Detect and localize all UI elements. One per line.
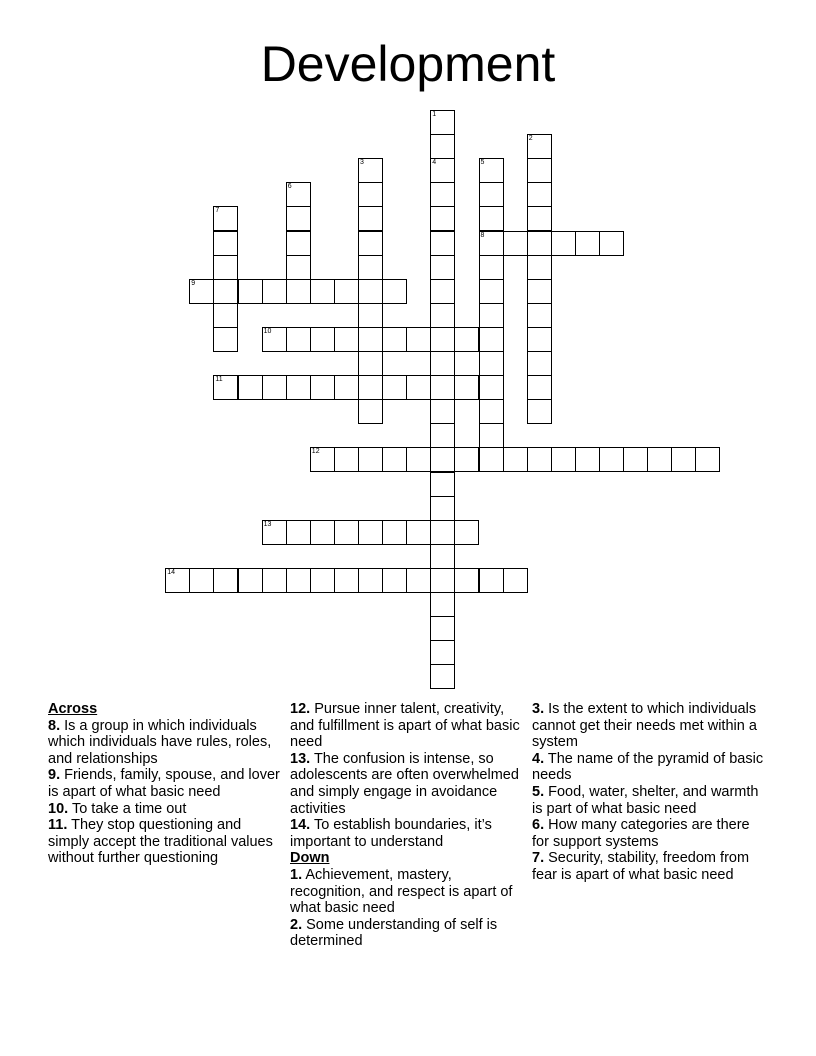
grid-cell[interactable] bbox=[358, 447, 383, 472]
clue-text: Some understanding of self is determined bbox=[290, 916, 498, 950]
cell-number: 13 bbox=[263, 520, 272, 528]
grid-cell[interactable] bbox=[430, 447, 455, 472]
grid-cell[interactable] bbox=[189, 279, 214, 304]
grid-cell[interactable] bbox=[358, 279, 383, 304]
cell-number: 8 bbox=[480, 231, 485, 239]
clue-number: 3. bbox=[532, 701, 545, 717]
grid-cell[interactable] bbox=[430, 399, 455, 424]
grid-cell[interactable] bbox=[479, 568, 504, 593]
clue-text: Achievement, mastery, recognition, and respect is apart of what basic need bbox=[290, 866, 513, 917]
clue-text: The name of the pyramid of basic needs bbox=[532, 750, 764, 784]
grid-cell[interactable] bbox=[647, 447, 672, 472]
grid-cell[interactable] bbox=[213, 279, 238, 304]
grid-cell[interactable] bbox=[430, 327, 455, 352]
grid-cell[interactable] bbox=[358, 399, 383, 424]
clue-number: 6. bbox=[532, 817, 545, 834]
grid-cell[interactable] bbox=[358, 206, 383, 231]
across-clue-10 bbox=[48, 801, 280, 818]
grid-cell[interactable] bbox=[430, 351, 455, 376]
cell-number: 11 bbox=[215, 376, 223, 384]
grid-cell[interactable] bbox=[334, 375, 359, 400]
grid-cell[interactable] bbox=[238, 568, 263, 593]
grid-cell[interactable] bbox=[358, 351, 383, 376]
grid-cell[interactable] bbox=[430, 520, 455, 545]
grid-cell[interactable] bbox=[262, 568, 287, 593]
grid-cell[interactable] bbox=[623, 447, 648, 472]
cell-number: 12 bbox=[311, 448, 320, 456]
cell-number: 7 bbox=[215, 207, 220, 215]
grid-cell[interactable] bbox=[334, 279, 359, 304]
grid-cell[interactable] bbox=[430, 472, 455, 497]
clue-number: 13. bbox=[290, 750, 311, 767]
grid-cell[interactable] bbox=[262, 279, 287, 304]
grid-cell[interactable] bbox=[262, 327, 287, 352]
clue-text: To establish boundaries, it’s important to understand bbox=[290, 817, 492, 850]
down-clue-3 bbox=[532, 701, 764, 751]
grid-cell[interactable] bbox=[310, 520, 335, 545]
clues-column-3 bbox=[532, 701, 764, 884]
grid-cell[interactable] bbox=[310, 327, 335, 352]
grid-cell[interactable] bbox=[213, 206, 238, 231]
grid-cell[interactable] bbox=[430, 158, 455, 183]
clue-text: Security, stability, freedom from fear is apart of what basic need bbox=[532, 850, 750, 883]
grid-cell[interactable] bbox=[575, 231, 600, 256]
grid-cell[interactable] bbox=[406, 568, 431, 593]
grid-cell[interactable] bbox=[430, 255, 455, 280]
grid-cell[interactable] bbox=[334, 520, 359, 545]
grid-cell[interactable] bbox=[358, 231, 383, 256]
clue-text: The confusion is intense, so adolescents are often overwhelmed and simply engage in avoidance activities bbox=[290, 750, 519, 817]
clue-number: 5. bbox=[532, 783, 545, 800]
grid-cell[interactable] bbox=[479, 303, 504, 328]
grid-cell[interactable] bbox=[575, 447, 600, 472]
cell-number: 3 bbox=[360, 159, 364, 167]
grid-cell[interactable] bbox=[479, 375, 504, 400]
grid-cell[interactable] bbox=[527, 182, 552, 207]
grid-cell[interactable] bbox=[286, 375, 311, 400]
across-clue-14 bbox=[290, 817, 522, 850]
cell-number: 9 bbox=[191, 279, 196, 287]
grid-cell[interactable] bbox=[527, 375, 552, 400]
clue-number: 9. bbox=[48, 767, 61, 784]
grid-cell[interactable] bbox=[479, 423, 504, 448]
grid-cell[interactable] bbox=[213, 568, 238, 593]
grid-cell[interactable] bbox=[454, 447, 479, 472]
across-clue-9 bbox=[48, 767, 280, 800]
grid-cell[interactable] bbox=[382, 520, 407, 545]
grid-cell[interactable] bbox=[286, 568, 311, 593]
down-clue-6 bbox=[532, 817, 764, 850]
down-clue-7 bbox=[532, 850, 764, 883]
grid-cell[interactable] bbox=[286, 206, 311, 231]
cell-number: 5 bbox=[480, 159, 485, 167]
grid-cell[interactable] bbox=[503, 231, 528, 256]
clue-number: 14. bbox=[290, 817, 311, 834]
grid-cell[interactable] bbox=[310, 279, 335, 304]
grid-cell[interactable] bbox=[358, 327, 383, 352]
grid-cell[interactable] bbox=[286, 255, 311, 280]
grid-cell[interactable] bbox=[286, 520, 311, 545]
grid-cell[interactable] bbox=[430, 206, 455, 231]
grid-cell[interactable] bbox=[406, 375, 431, 400]
grid-cell[interactable] bbox=[286, 279, 311, 304]
down-heading: Down bbox=[290, 850, 330, 867]
grid-cell[interactable] bbox=[213, 327, 238, 352]
grid-cell[interactable] bbox=[213, 231, 238, 256]
cell-number: 1 bbox=[432, 111, 437, 118]
page-title: Development bbox=[260, 36, 556, 92]
clue-text: How many categories are there for support systems bbox=[532, 817, 750, 850]
clue-text: They stop questioning and simply accept the traditional values without further questioning bbox=[48, 817, 273, 867]
grid-cell[interactable] bbox=[406, 447, 431, 472]
grid-cell[interactable] bbox=[358, 520, 383, 545]
grid-cell[interactable] bbox=[599, 231, 624, 256]
grid-cell[interactable] bbox=[334, 568, 359, 593]
grid-cell[interactable] bbox=[430, 496, 455, 521]
clue-text: Pursue inner talent, creativity, and fulfillment is apart of what basic need bbox=[290, 701, 520, 751]
cell-number: 14 bbox=[167, 568, 175, 576]
grid-cell[interactable] bbox=[527, 206, 552, 231]
grid-cell[interactable] bbox=[430, 592, 455, 617]
clue-number: 8. bbox=[48, 717, 61, 734]
grid-cell[interactable] bbox=[238, 375, 263, 400]
grid-cell[interactable] bbox=[479, 399, 504, 424]
clue-number: 10. bbox=[48, 800, 69, 817]
grid-cell[interactable] bbox=[430, 544, 455, 569]
clue-number: 12. bbox=[290, 701, 311, 717]
grid-cell[interactable] bbox=[479, 158, 504, 183]
cell-number: 10 bbox=[263, 327, 272, 335]
grid-cell[interactable] bbox=[454, 375, 479, 400]
grid-cell[interactable] bbox=[454, 568, 479, 593]
grid-cell[interactable] bbox=[382, 568, 407, 593]
grid-cell[interactable] bbox=[382, 375, 407, 400]
grid-cell[interactable] bbox=[551, 447, 576, 472]
grid-cell[interactable] bbox=[430, 375, 455, 400]
grid-cell[interactable] bbox=[503, 447, 528, 472]
grid-cell[interactable] bbox=[479, 182, 504, 207]
grid-cell[interactable] bbox=[454, 520, 479, 545]
grid-cell[interactable] bbox=[430, 640, 455, 665]
clue-number: 1. bbox=[290, 866, 303, 883]
clue-number: 7. bbox=[532, 850, 545, 867]
grid-cell[interactable] bbox=[406, 327, 431, 352]
down-clue-2 bbox=[290, 917, 522, 950]
grid-cell[interactable] bbox=[479, 447, 504, 472]
grid-cell[interactable] bbox=[165, 568, 190, 593]
down-clue-1 bbox=[290, 867, 522, 917]
grid-cell[interactable] bbox=[527, 134, 552, 159]
grid-cell[interactable] bbox=[262, 375, 287, 400]
grid-cell[interactable] bbox=[527, 279, 552, 304]
across-clue-8 bbox=[48, 718, 280, 768]
grid-cell[interactable] bbox=[430, 231, 455, 256]
grid-cell[interactable] bbox=[382, 279, 407, 304]
clue-text: Food, water, shelter, and warmth is part of what basic need bbox=[532, 783, 759, 817]
clue-number: 11. bbox=[48, 817, 68, 834]
grid-cell[interactable] bbox=[671, 447, 696, 472]
grid-cell[interactable] bbox=[310, 568, 335, 593]
cell-number: 2 bbox=[528, 135, 533, 143]
grid-cell[interactable] bbox=[382, 327, 407, 352]
grid-cell[interactable] bbox=[406, 520, 431, 545]
clues-column-2 bbox=[290, 701, 522, 950]
grid-cell[interactable] bbox=[527, 447, 552, 472]
grid-cell[interactable] bbox=[551, 231, 576, 256]
grid-cell[interactable] bbox=[358, 375, 383, 400]
grid-cell[interactable] bbox=[503, 568, 528, 593]
grid-cell[interactable] bbox=[479, 351, 504, 376]
across-clue-12 bbox=[290, 701, 522, 751]
grid-cell[interactable] bbox=[213, 375, 238, 400]
grid-cell[interactable] bbox=[358, 568, 383, 593]
grid-cell[interactable] bbox=[286, 182, 311, 207]
grid-cell[interactable] bbox=[479, 206, 504, 231]
grid-cell[interactable] bbox=[430, 664, 455, 689]
grid-cell[interactable] bbox=[213, 303, 238, 328]
across-heading: Across bbox=[48, 701, 98, 717]
grid-cell[interactable] bbox=[527, 399, 552, 424]
grid-cell[interactable] bbox=[479, 327, 504, 352]
grid-cell[interactable] bbox=[430, 279, 455, 304]
grid-cell[interactable] bbox=[599, 447, 624, 472]
grid-cell[interactable] bbox=[286, 231, 311, 256]
grid-cell[interactable] bbox=[286, 327, 311, 352]
grid-cell[interactable] bbox=[358, 255, 383, 280]
grid-cell[interactable] bbox=[527, 231, 552, 256]
grid-cell[interactable] bbox=[527, 303, 552, 328]
grid-cell[interactable] bbox=[310, 447, 335, 472]
grid-cell[interactable] bbox=[527, 351, 552, 376]
grid-cell[interactable] bbox=[358, 303, 383, 328]
grid-cell[interactable] bbox=[454, 327, 479, 352]
grid-cell[interactable] bbox=[430, 303, 455, 328]
grid-cell[interactable] bbox=[358, 182, 383, 207]
grid-cell[interactable] bbox=[430, 134, 455, 159]
grid-cell[interactable] bbox=[430, 423, 455, 448]
clue-number: 4. bbox=[532, 750, 545, 767]
clue-text: Is a group in which individuals which individuals have rules, roles, and relationships bbox=[48, 717, 272, 767]
grid-cell[interactable] bbox=[430, 568, 455, 593]
grid-cell[interactable] bbox=[430, 182, 455, 207]
grid-cell[interactable] bbox=[262, 520, 287, 545]
grid-cell[interactable] bbox=[430, 616, 455, 641]
grid-cell[interactable] bbox=[238, 279, 263, 304]
grid-cell[interactable] bbox=[430, 110, 455, 135]
grid-cell[interactable] bbox=[358, 158, 383, 183]
clue-text: To take a time out bbox=[71, 800, 187, 817]
grid-cell[interactable] bbox=[189, 568, 214, 593]
clue-text: Is the extent to which individuals cannot get their needs met within a system bbox=[532, 701, 757, 751]
grid-cell[interactable] bbox=[213, 255, 238, 280]
grid-cell[interactable] bbox=[479, 231, 504, 256]
grid-cell[interactable] bbox=[334, 327, 359, 352]
across-clue-11 bbox=[48, 817, 280, 867]
clues-column-1 bbox=[48, 701, 280, 867]
grid-cell[interactable] bbox=[527, 158, 552, 183]
grid-cell[interactable] bbox=[527, 327, 552, 352]
cell-number: 4 bbox=[432, 159, 437, 167]
grid-cell[interactable] bbox=[527, 255, 552, 280]
down-clue-4 bbox=[532, 751, 764, 784]
clue-number: 2. bbox=[290, 916, 303, 933]
down-clue-5 bbox=[532, 784, 764, 817]
grid-cell[interactable] bbox=[310, 375, 335, 400]
grid-cell[interactable] bbox=[695, 447, 720, 472]
cell-number: 6 bbox=[287, 183, 292, 191]
clue-text: Friends, family, spouse, and lover is apart of what basic need bbox=[48, 767, 280, 800]
grid-cell[interactable] bbox=[479, 255, 504, 280]
grid-cell[interactable] bbox=[334, 447, 359, 472]
across-clue-13 bbox=[290, 751, 522, 817]
grid-cell[interactable] bbox=[382, 447, 407, 472]
grid-cell[interactable] bbox=[479, 279, 504, 304]
